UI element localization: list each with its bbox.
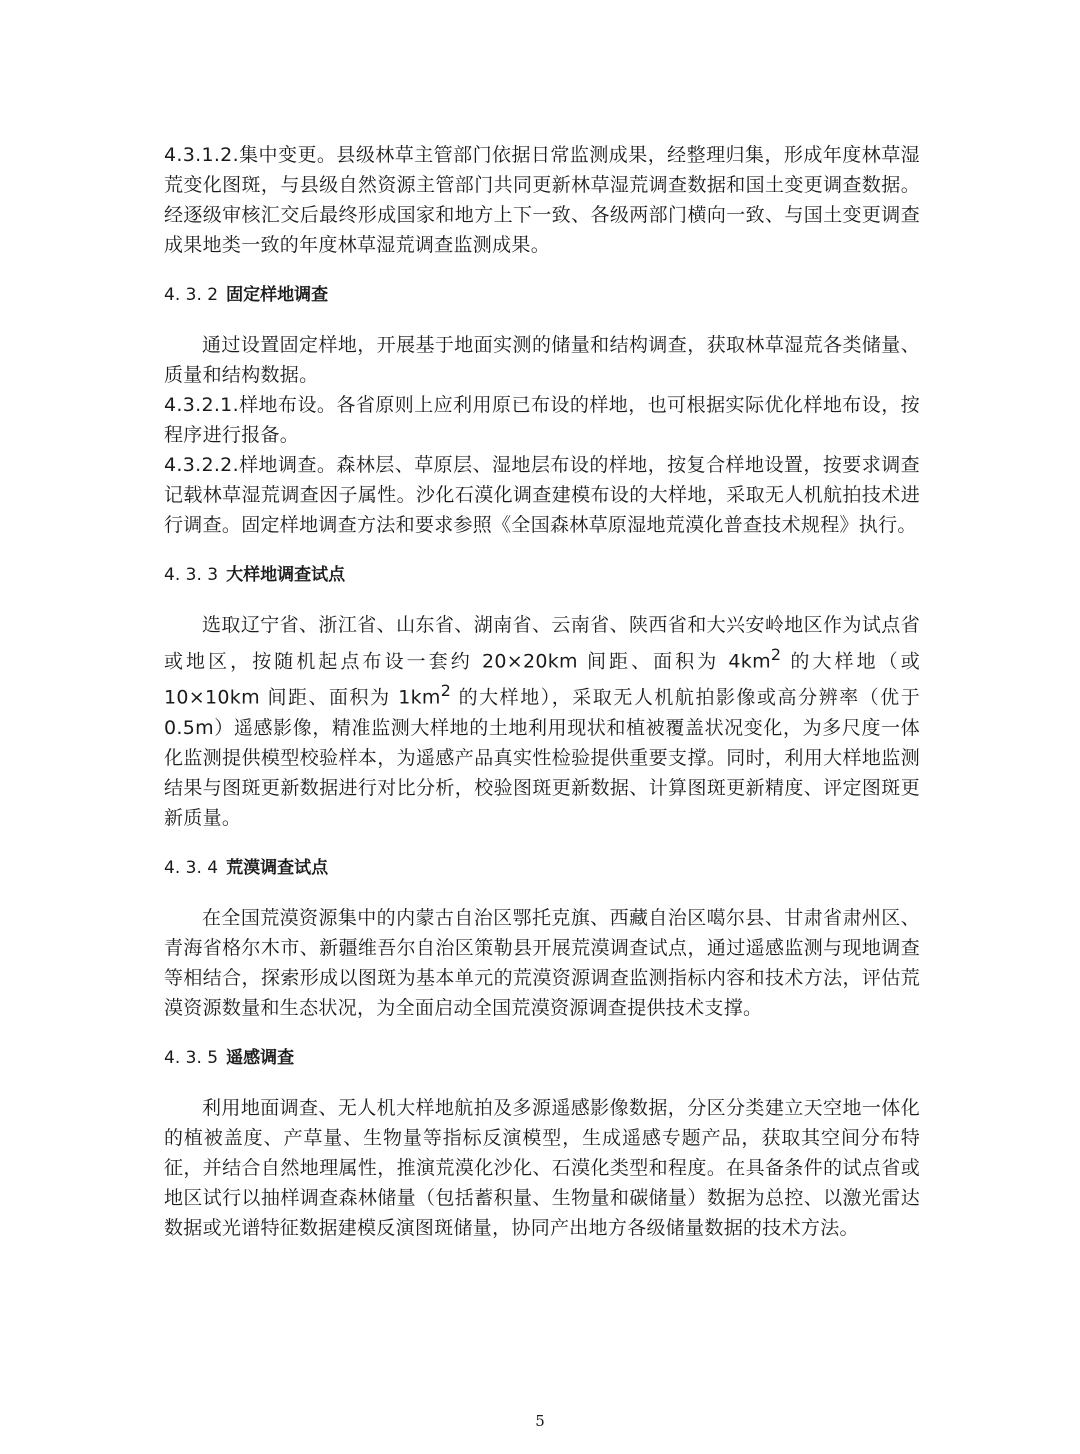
- clause-number: 4.3.2.1.: [164, 394, 239, 416]
- section-heading-4-3-5: [164, 1043, 920, 1073]
- text-run: ）遥感影像，精准监测大样地的土地利用现状和植被覆盖状况变化，为多尺度一体化监测提供模型校验样本，为遥感产品真实性检验提供重要支撑。同时，利用大样地监测结果与图斑更新数据进行对比分析，校验图斑更新数据、计算图斑更新精度、评定图斑更新质量。: [164, 716, 920, 829]
- paragraph-4-3-3: [164, 610, 920, 833]
- grid-spacing-value: 10×10km: [164, 686, 260, 709]
- clause-number: 4.3.2.2.: [164, 454, 239, 476]
- superscript: 2: [770, 645, 782, 664]
- paragraph-4-3-1-2: [164, 140, 920, 260]
- section-heading-4-3-3: [164, 560, 920, 590]
- text-run: 间距、面积为: [259, 686, 399, 709]
- paragraph-4-3-2-2: [164, 450, 920, 540]
- section-heading-4-3-2: [164, 280, 920, 310]
- text-run: 的大样地），采取无人机航拍影像或高分辨率（优于: [451, 686, 920, 709]
- paragraph-4-3-2-intro: 通过设置固定样地，开展基于地面实测的储量和结构调查，获取林草湿荒各类储量、质量和结构数据。: [164, 334, 920, 386]
- section-number: 4. 3. 2: [164, 285, 219, 305]
- page-number: 5: [535, 1412, 545, 1430]
- clause-text: 样地调查。森林层、草原层、湿地层布设的样地，按复合样地设置，按要求调查记载林草湿荒调查因子属性。沙化石漠化调查建模布设的大样地，采取无人机航拍技术进行调查。固定样地调查方法和要求参照《全国森林草原湿地荒漠化普查技术规程》执行。: [164, 454, 920, 536]
- clause-text: 样地布设。各省原则上应利用原已布设的样地，也可根据实际优化样地布设，按程序进行报备。: [164, 394, 920, 446]
- paragraph-4-3-2-1: [164, 390, 920, 450]
- text-run: 的大样地（或: [781, 650, 921, 673]
- section-title: 大样地调查试点: [226, 565, 346, 585]
- page-content: [164, 140, 920, 1243]
- section-number: 4. 3. 3: [164, 565, 219, 585]
- section-number: 4. 3. 5: [164, 1047, 219, 1068]
- section-title: 遥感调查: [226, 1047, 295, 1068]
- section-title: 荒漠调查试点: [226, 857, 329, 878]
- clause-number: 4.3.1.2.: [164, 144, 239, 166]
- resolution-value: 0.5m: [164, 716, 214, 739]
- section-title: 固定样地调查: [226, 285, 329, 305]
- clause-text: 集中变更。县级林草主管部门依据日常监测成果，经整理归集，形成年度林草湿荒变化图斑，与县级自然资源主管部门共同更新林草湿荒调查数据和国土变更调查数据。经逐级审核汇交后最终形成国家和地方上下一致、各级两部门横向一致、与国土变更调查成果地类一致的年度林草湿荒调查监测成果。: [164, 144, 920, 256]
- area-value: 1km: [398, 686, 441, 709]
- paragraph-4-3-4: 在全国荒漠资源集中的内蒙古自治区鄂托克旗、西藏自治区噶尔县、甘肃省肃州区、青海省格尔木市、新疆维吾尔自治区策勒县开展荒漠调查试点，通过遥感监测与现地调查等相结合，探索形成以图斑为基本单元的荒漠资源调查监测指标内容和技术方法，评估荒漠资源数量和生态状况，为全面启动全国荒漠资源调查提供技术支撑。: [164, 906, 920, 1019]
- text-run: 选取辽宁省、浙江省、山东省、湖南省、云南省、陕西省和大兴安岭地区作为试点省或地区，按随机起点布设一套约: [164, 614, 920, 673]
- area-value: 4km: [728, 650, 771, 673]
- superscript: 2: [440, 681, 452, 701]
- section-number: 4. 3. 4: [164, 857, 219, 878]
- section-heading-4-3-4: [164, 853, 920, 883]
- text-run: 间距、面积为: [577, 650, 729, 673]
- grid-spacing-value: 20×20km: [481, 650, 578, 673]
- paragraph-4-3-5: 利用地面调查、无人机大样地航拍及多源遥感影像数据，分区分类建立天空地一体化的植被盖度、产草量、生物量等指标反演模型，生成遥感专题产品，获取其空间分布特征，并结合自然地理属性，推演荒漠化沙化、石漠化类型和程度。在具备条件的试点省或地区试行以抽样调查森林储量（包括蓄积量、生物量和碳储量）数据为总控、以激光雷达数据或光谱特征数据建模反演图斑储量，协同产出地方各级储量数据的技术方法。: [164, 1096, 920, 1239]
